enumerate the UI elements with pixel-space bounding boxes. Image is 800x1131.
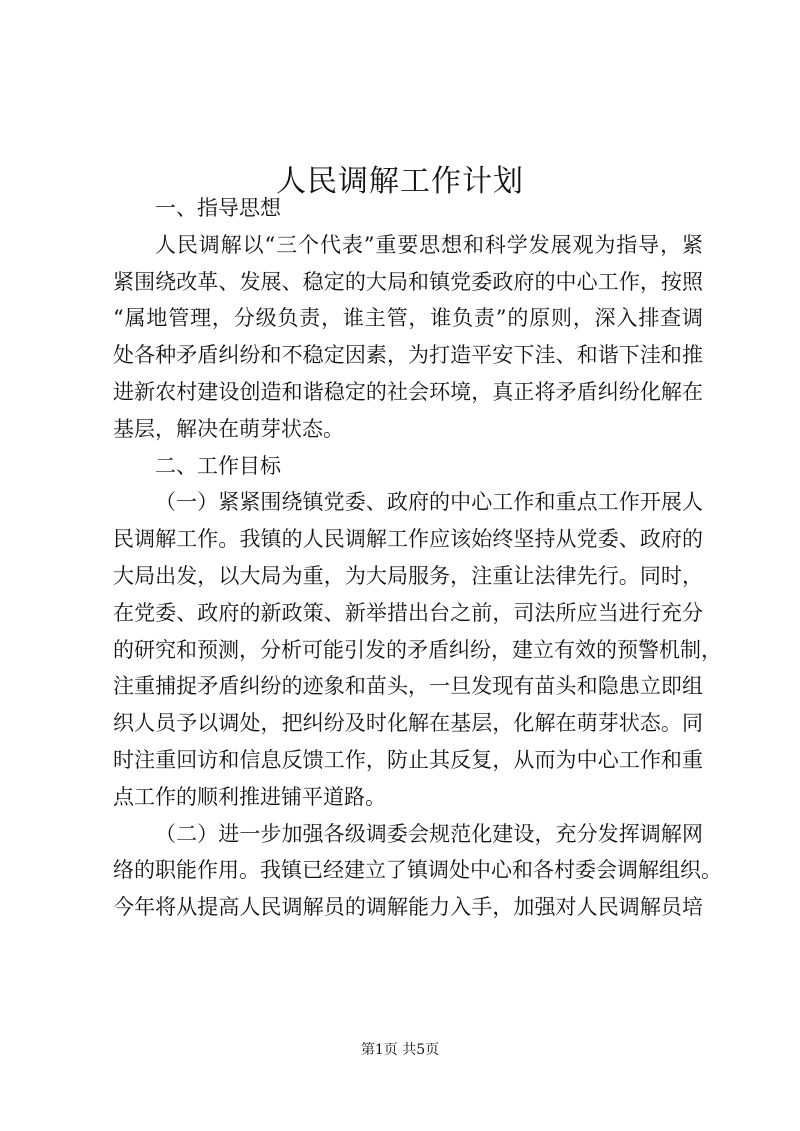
- paragraph-line: 基层，解决在萌芽状态。: [113, 416, 344, 441]
- paragraph-line: （一）紧紧围绕镇党委、政府的中心工作和重点工作开展人: [155, 490, 703, 515]
- paragraph-line: 络的职能作用。我镇已经建立了镇调处中心和各村委会调解组织。: [113, 858, 722, 883]
- page-footer: 第1页 共5页: [360, 1042, 440, 1058]
- paragraph-line: 进新农村建设创造和谐稳定的社会环境，真正将矛盾纠纷化解在: [113, 379, 703, 404]
- paragraph-line: 今年将从提高人民调解员的调解能力入手，加强对人民调解员培: [113, 895, 703, 920]
- paragraph-line: 处各种矛盾纠纷和不稳定因素，为打造平安下洼、和谐下洼和推: [113, 343, 703, 368]
- paragraph-line: 时注重回访和信息反馈工作，防止其反复，从而为中心工作和重: [113, 747, 703, 772]
- paragraph-line: 的研究和预测，分析可能引发的矛盾纠纷，建立有效的预警机制，: [113, 637, 722, 662]
- paragraph-line: 在党委、政府的新政策、新举措出台之前，司法所应当进行充分: [113, 600, 703, 625]
- paragraph-line: 大局出发，以大局为重，为大局服务，注重让法律先行。同时，: [113, 563, 703, 588]
- paragraph-line: 紧围绕改革、发展、稳定的大局和镇党委政府的中心工作，按照: [113, 269, 703, 294]
- section-heading: 二、工作目标: [155, 453, 281, 478]
- paragraph-line: 点工作的顺利推进铺平道路。: [113, 784, 386, 809]
- document-title: 人民调解工作计划: [276, 164, 524, 200]
- paragraph-line: 织人员予以调处，把纠纷及时化解在基层，化解在萌芽状态。同: [113, 711, 703, 736]
- paragraph-line: “属地管理，分级负责，谁主管，谁负责”的原则，深入排查调: [113, 306, 703, 331]
- paragraph-line: （二）进一步加强各级调委会规范化建设，充分发挥调解网: [155, 821, 703, 846]
- section-heading: 一、指导思想: [155, 196, 281, 220]
- paragraph-line: 人民调解以“三个代表”重要思想和科学发展观为指导，紧: [155, 232, 703, 257]
- paragraph-line: 注重捕捉矛盾纠纷的迹象和苗头，一旦发现有苗头和隐患立即组: [113, 674, 703, 699]
- paragraph-line: 民调解工作。我镇的人民调解工作应该始终坚持从党委、政府的: [113, 527, 703, 552]
- document-body: [113, 190, 722, 926]
